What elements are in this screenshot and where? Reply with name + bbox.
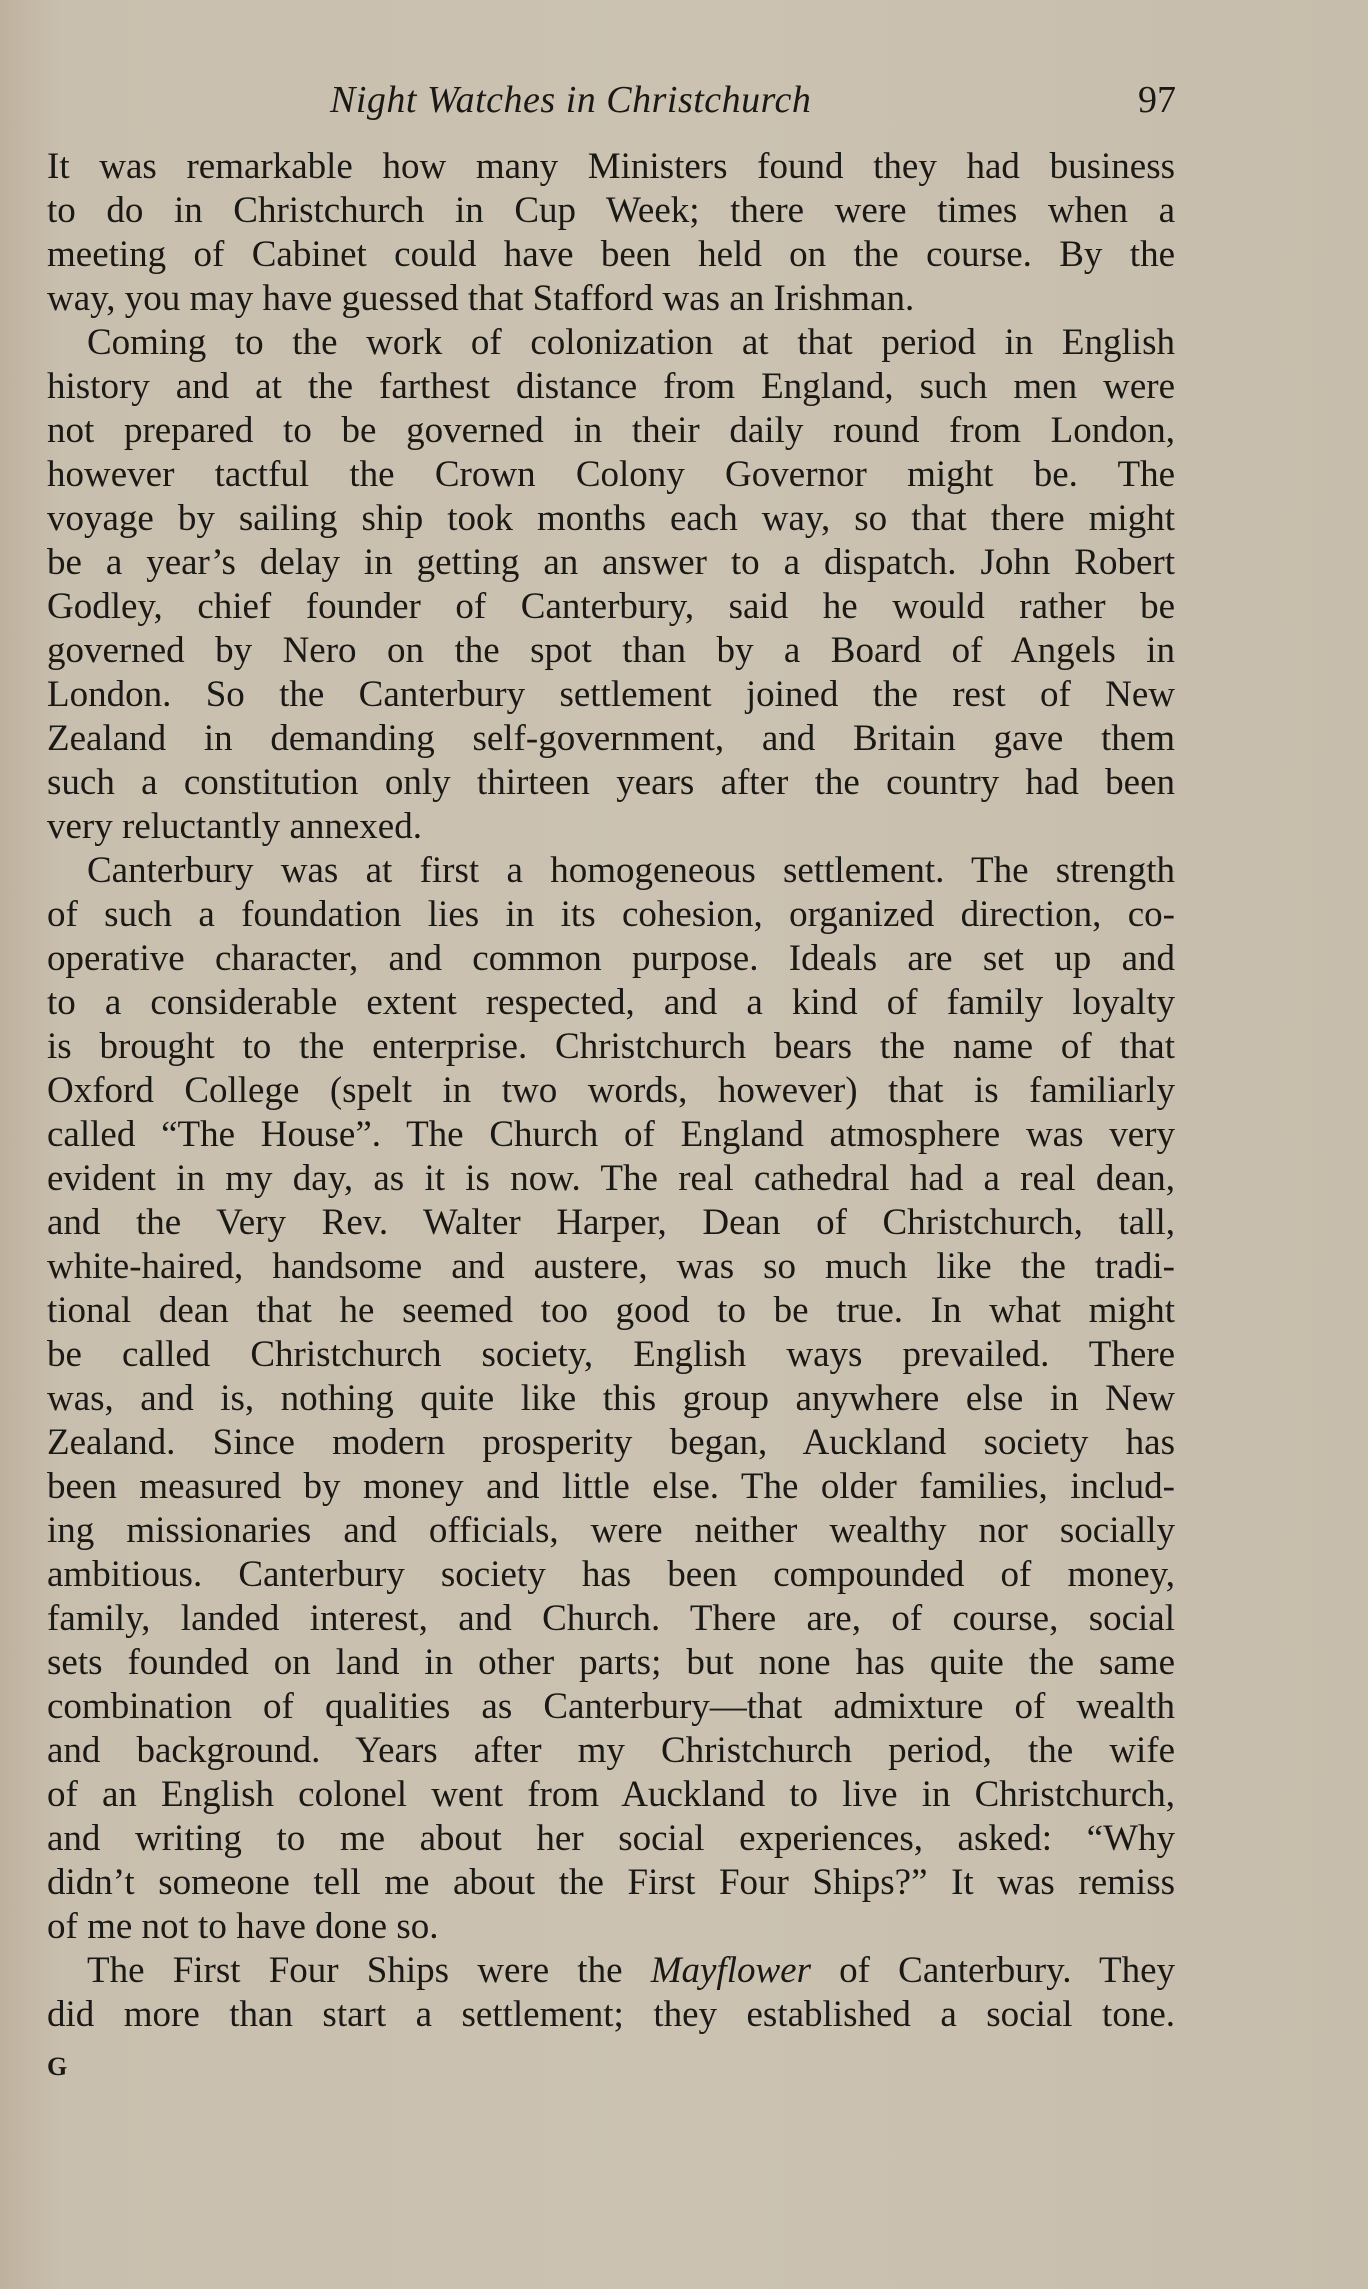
text-line: to do in Christchurch in Cup Week; there were times when a <box>47 190 1175 231</box>
text-line: Oxford College (spelt in two words, however) that is familiarly <box>47 1070 1175 1111</box>
text-line: Zealand in demanding self-government, and Britain gave them <box>47 718 1175 759</box>
running-head-title: Night Watches in Christchurch <box>330 79 812 121</box>
text-line: ing missionaries and officials, were neither wealthy nor socially <box>47 1510 1175 1551</box>
text-line: not prepared to be governed in their daily round from London, <box>47 410 1175 451</box>
text-segment: The First Four Ships were the <box>87 1950 651 1991</box>
italic-text: Mayflower <box>650 1950 811 1991</box>
body-text <box>47 145 1175 2037</box>
text-line: of me not to have done so. <box>47 1906 439 1947</box>
text-line: and background. Years after my Christchurch period, the wife <box>47 1730 1175 1771</box>
text-line: was, and is, nothing quite like this group anywhere else in New <box>47 1378 1175 1419</box>
running-head <box>0 72 1368 128</box>
text-line: been measured by money and little else. The older families, includ- <box>47 1466 1175 1507</box>
text-line: family, landed interest, and Church. There are, of course, social <box>47 1598 1175 1639</box>
text-line: white-haired, handsome and austere, was so much like the tradi- <box>47 1246 1175 1287</box>
text-line: sets founded on land in other parts; but none has quite the same <box>47 1642 1175 1683</box>
text-line: be a year’s delay in getting an answer to a dispatch. John Robert <box>47 542 1175 583</box>
text-line: to a considerable extent respected, and a kind of family loyalty <box>47 982 1175 1023</box>
signature-mark: G <box>47 2052 68 2081</box>
text-line: did more than start a settlement; they established a social tone. <box>47 1994 1175 2035</box>
text-line: such a constitution only thirteen years after the country had been <box>47 762 1175 803</box>
text-line: London. So the Canterbury settlement joined the rest of New <box>47 674 1175 715</box>
text-line: meeting of Cabinet could have been held on the course. By the <box>47 234 1175 275</box>
text-line: operative character, and common purpose. Ideals are set up and <box>47 938 1175 979</box>
text-line: governed by Nero on the spot than by a Board of Angels in <box>47 630 1175 671</box>
text-line: didn’t someone tell me about the First Four Ships?” It was remiss <box>47 1862 1175 1903</box>
text-line: however tactful the Crown Colony Governor might be. The <box>47 454 1175 495</box>
text-line: and the Very Rev. Walter Harper, Dean of Christchurch, tall, <box>47 1202 1175 1243</box>
text-line: be called Christchurch society, English ways prevailed. There <box>47 1334 1175 1375</box>
text-line: Canterbury was at first a homogeneous settlement. The strength <box>87 850 1175 891</box>
text-segment: of Canterbury. They <box>811 1950 1175 1991</box>
text-line: tional dean that he seemed too good to be true. In what might <box>47 1290 1175 1331</box>
text-line: combination of qualities as Canterbury—that admixture of wealth <box>47 1686 1175 1727</box>
text-line: Godley, chief founder of Canterbury, said he would rather be <box>47 586 1175 627</box>
text-line: Zealand. Since modern prosperity began, Auckland society has <box>47 1422 1175 1463</box>
text-line: It was remarkable how many Ministers found they had business <box>47 146 1175 187</box>
text-line: ambitious. Canterbury society has been compounded of money, <box>47 1554 1175 1595</box>
text-line: Coming to the work of colonization at that period in English <box>87 322 1175 363</box>
text-line: and writing to me about her social experiences, asked: “Why <box>47 1818 1175 1859</box>
text-line: called “The House”. The Church of England atmosphere was very <box>47 1114 1175 1155</box>
page-number: 97 <box>1138 79 1176 121</box>
text-line: of such a foundation lies in its cohesion, organized direction, co- <box>47 894 1175 935</box>
text-line: evident in my day, as it is now. The real cathedral had a real dean, <box>47 1158 1175 1199</box>
text-line <box>47 1949 1175 1993</box>
text-line: history and at the farthest distance from England, such men were <box>47 366 1175 407</box>
text-line: of an English colonel went from Auckland to live in Christchurch, <box>47 1774 1175 1815</box>
text-line: way, you may have guessed that Stafford was an Irishman. <box>47 278 915 319</box>
text-line: is brought to the enterprise. Christchurch bears the name of that <box>47 1026 1175 1067</box>
text-line: voyage by sailing ship took months each way, so that there might <box>47 498 1175 539</box>
text-line: very reluctantly annexed. <box>47 806 422 847</box>
